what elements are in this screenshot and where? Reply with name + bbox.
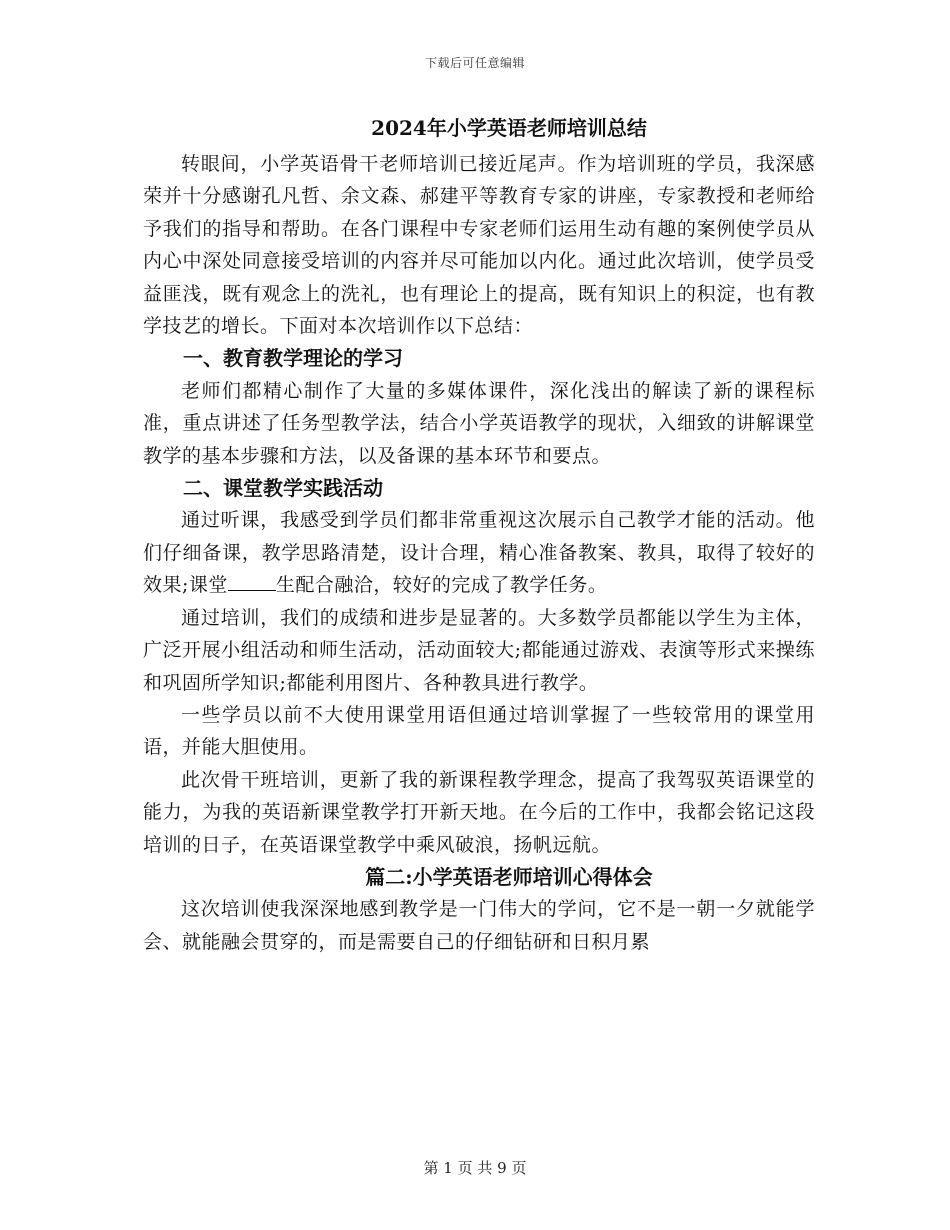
section-2-paragraph-1-part-b: 生配合融洽，较好的完成了教学任务。: [275, 574, 608, 597]
part-2-title: 篇二:小学英语老师培训心得体会: [365, 864, 653, 889]
intro-paragraph: 转眼间，小学英语骨干老师培训已接近尾声。作为培训班的学员，我深感荣并十分感谢孔凡哲、余文森、郝建平等教育专家的讲座，专家教授和老师给予我们的指导和帮助。在各门课程中专家老师们运用生动有趣的案例使学员从内心中深处同意接受培训的内容并尽可能加以内化。通过此次培训，使学员受益匪浅，既有观念上的洗礼，也有理论上的提高，既有知识上的积淀，也有教学技艺的增长。下面对本次培训作以下总结：: [143, 153, 815, 338]
section-2-paragraph-2: 通过培训，我们的成绩和进步是显著的。大多数学员都能以学生为主体，广泛开展小组活动和师生活动，活动面较大;都能通过游戏、表演等形式来操练和巩固所学知识;都能利用图片、各种教具进行教学。: [143, 606, 815, 694]
section-2-paragraph-1: [143, 504, 815, 601]
section-2-paragraph-4: 此次骨干班培训，更新了我的新课程教学理念，提高了我驾驭英语课堂的能力，为我的英语新课堂教学打开新天地。在今后的工作中，我都会铭记这段培训的日子，在英语课堂教学中乘风破浪，扬帆远航。: [143, 768, 815, 856]
page-footer-page-number: 第 1 页 共 9 页: [423, 1159, 527, 1177]
section-1-heading: 一、教育教学理论的学习: [183, 346, 403, 371]
section-2-paragraph-3: 一些学员以前不大使用课堂用语但通过培训掌握了一些较常用的课堂用语，并能大胆使用。: [143, 703, 815, 759]
blank-underline: [228, 574, 276, 591]
document-body: [143, 112, 815, 958]
part-2-paragraph-1: 这次培训使我深深地感到教学是一门伟大的学问，它不是一朝一夕就能学会、就能融会贯穿的，而是需要自己的仔细钻研和日积月累: [143, 898, 815, 953]
page-header-note: 下载后可任意编辑: [424, 56, 525, 70]
document-title: 2024年小学英语老师培训总结: [371, 116, 647, 140]
section-1-paragraph: 老师们都精心制作了大量的多媒体课件，深化浅出的解读了新的课程标准，重点讲述了任务型教学法，结合小学英语教学的现状，入细致的讲解课堂教学的基本步骤和方法，以及备课的基本环节和要点。: [143, 379, 815, 467]
section-2-heading: 二、课堂教学实践活动: [183, 476, 383, 501]
section-2-paragraph-1-part-a: 通过听课，我感受到学员们都非常重视这次展示自己教学才能的活动。他们仔细备课，教学思路清楚，设计合理，精心准备教案、教具，取得了较好的效果;课堂: [143, 509, 815, 597]
